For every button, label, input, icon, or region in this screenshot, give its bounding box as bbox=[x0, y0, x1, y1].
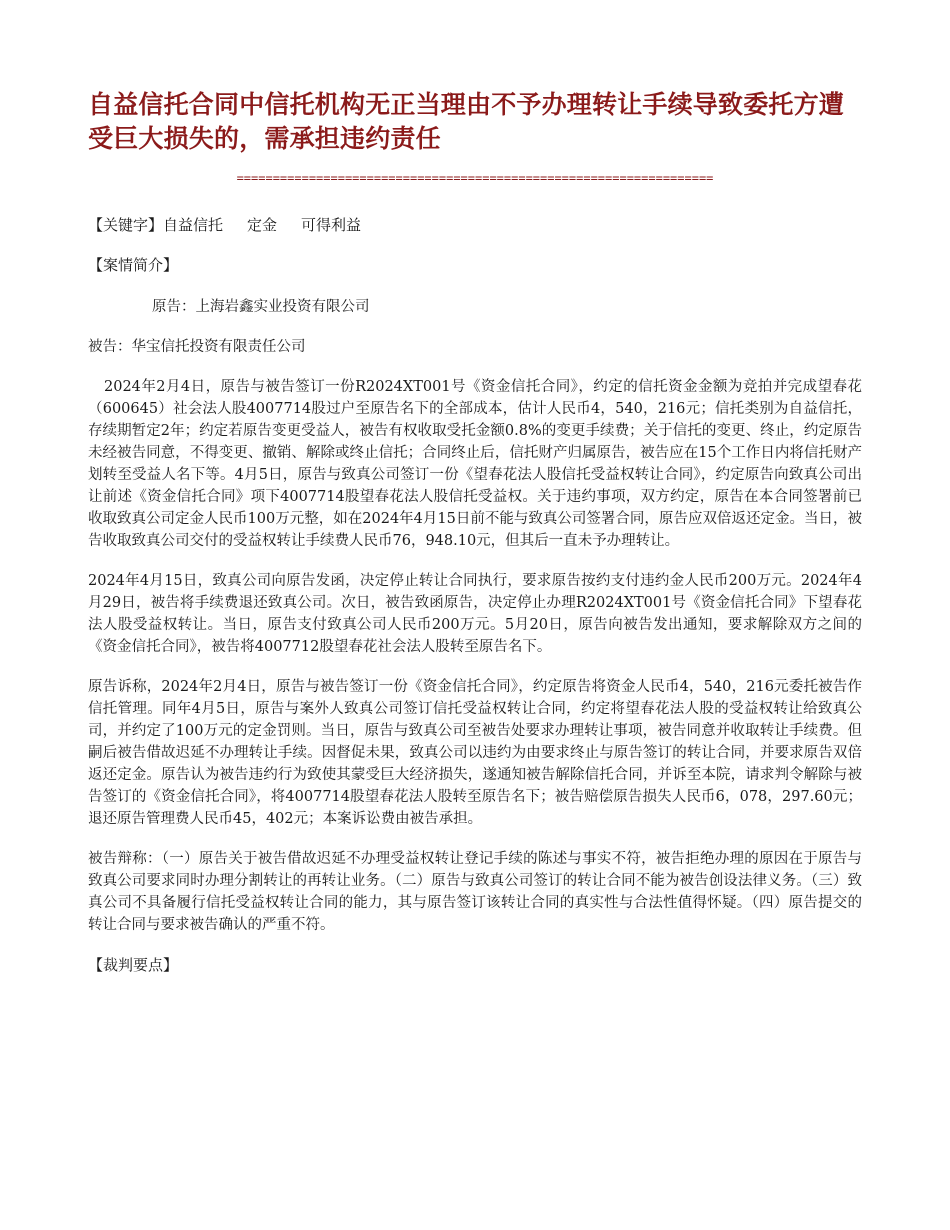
keyword-item: 定金 bbox=[247, 216, 278, 234]
keyword-item: 可得利益 bbox=[301, 216, 362, 234]
body-paragraph: 2024年4月15日，致真公司向原告发函，决定停止转让合同执行，要求原告按约支付违约金人民币200万元。2024年4月29日，被告将手续费退还致真公司。次日，被告致函原告，决定停止办理R2024XT001号《资金信托合同》下望春花法人股受益权转让。当日，原告支付致真公司人民币200万元。5月20日，原告向被告发出通知，要求解除双方之间的《资金信托合同》，被告将4007712股望春花社会法人股转至原告名下。 bbox=[88, 573, 862, 655]
plaintiff-line: 原告：上海岩鑫实业投资有限公司 bbox=[152, 299, 370, 315]
body-paragraph: 2024年2月4日，原告与被告签订一份R2024XT001号《资金信托合同》，约定的信托资金金额为竞拍并完成望春花（600645）社会法人股4007714股过户至原告名下的全部成本，估计人民币4，540，216元；信托类别为自益信托，存续期暂定2年；约定若原告变更受益人，被告有权收取受托金额0.8%的变更手续费；关于信托的变更、终止，约定原告未经被告同意，不得变更、撤销、解除或终止信托；合同终止后，信托财产归属原告，被告应在15个工作日内将信托财产划转至受益人名下等。4月5日，原告与致真公司签订一份《望春花法人股信托受益权转让合同》，约定原告向致真公司出让前述《资金信托合同》项下4007714股望春花法人股信托受益权。关于违约事项，双方约定，原告在本合同签署前已收取致真公司定金人民币100万元整，如在2024年4月15日前不能与致真公司签署合同，原告应双倍返还定金。当日，被告收取致真公司交付的受益权转让手续费人民币76，948.10元，但其后一直未予办理转让。 bbox=[88, 379, 862, 549]
keywords-line bbox=[88, 214, 862, 236]
body-paragraph: 被告辩称：（一）原告关于被告借故迟延不办理受益权转让登记手续的陈述与事实不符，被告拒绝办理的原因在于原告与致真公司要求同时办理分割转让的再转让业务。（二）原告与致真公司签订的转让合同不能为被告创设法律义务。（三）致真公司不具备履行信托受益权转让合同的能力，其与原告签订该转让合同的真实性与合法性值得怀疑。（四）原告提交的转让合同与要求被告确认的严重不符。 bbox=[88, 851, 862, 933]
judgment-points-heading: 【裁判要点】 bbox=[88, 956, 179, 974]
body-paragraph: 原告诉称，2024年2月4日，原告与被告签订一份《资金信托合同》，约定原告将资金人民币4，540，216元委托被告作信托管理。同年4月5日，原告与案外人致真公司签订信托受益权转让合同，约定将望春花法人股的受益权转让给致真公司，并约定了100万元的定金罚则。当日，原告与致真公司至被告处要求办理转让事项，被告同意并收取转让手续费。但嗣后被告借故迟延不办理转让手续。因督促未果，致真公司以违约为由要求终止与原告签订的转让合同，并要求原告双倍返还定金。原告认为被告违约行为致使其蒙受巨大经济损失，遂通知被告解除信托合同，并诉至本院，请求判令解除与被告签订的《资金信托合同》，将4007714股望春花法人股转至原告名下；被告赔偿原告损失人民币6，078，297.60元；退还原告管理费人民币45，402元；本案诉讼费由被告承担。 bbox=[88, 679, 862, 827]
title-separator: ================================================================== bbox=[236, 171, 714, 185]
document-title: 自益信托合同中信托机构无正当理由不予办理转让手续导致委托方遭受巨大损失的，需承担违约责任 bbox=[88, 90, 845, 153]
defendant-line: 被告：华宝信托投资有限责任公司 bbox=[88, 339, 306, 355]
keywords-label: 【关键字】 bbox=[88, 216, 164, 234]
case-summary-heading: 【案情简介】 bbox=[88, 256, 179, 274]
keyword-item: 自益信托 bbox=[163, 216, 224, 234]
